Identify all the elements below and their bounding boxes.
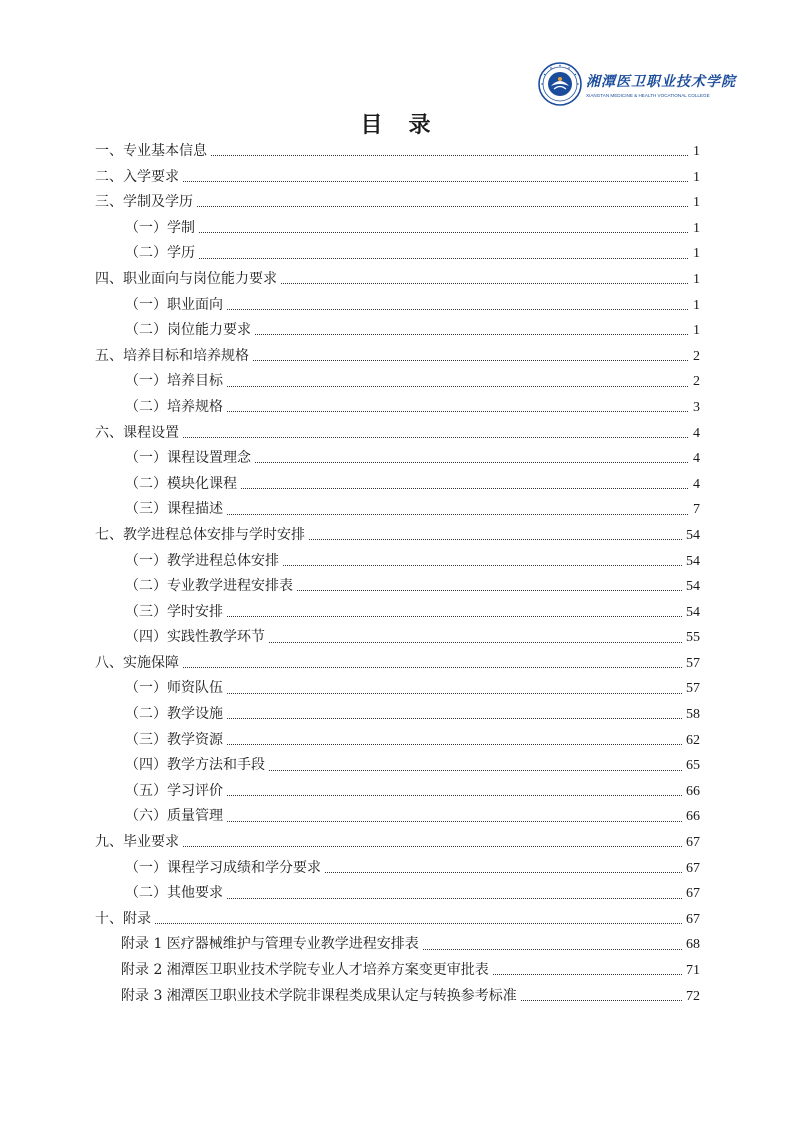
toc-entry[interactable]: [95, 190, 700, 216]
toc-dot-leader: [227, 411, 688, 412]
toc-page-number: 1: [693, 271, 700, 287]
toc-entry-label: 五、培养目标和培养规格: [95, 347, 249, 364]
toc-dot-leader: [255, 334, 688, 335]
toc-page-number: 72: [686, 988, 700, 1004]
toc-dot-leader: [227, 821, 682, 822]
toc-page-number: 67: [686, 860, 700, 876]
toc-dot-leader: [241, 488, 688, 489]
toc-entry-label: 附录 3 湘潭医卫职业技术学院非课程类成果认定与转换参考标准: [121, 987, 517, 1004]
toc-dot-leader: [297, 590, 682, 591]
toc-dot-leader: [521, 1000, 682, 1001]
toc-page-number: 62: [686, 732, 700, 748]
toc-dot-leader: [227, 616, 682, 617]
toc-entry[interactable]: [95, 523, 700, 549]
toc-page-number: 57: [686, 681, 700, 697]
toc-dot-leader: [197, 206, 688, 207]
toc-entry[interactable]: [95, 600, 700, 626]
toc-entry[interactable]: [95, 497, 700, 523]
toc-entry-label: （五）学习评价: [125, 782, 223, 799]
toc-entry-label: 一、专业基本信息: [95, 143, 207, 159]
toc-entry[interactable]: [95, 676, 700, 702]
toc-entry[interactable]: [95, 318, 700, 344]
toc-dot-leader: [227, 744, 682, 745]
toc-entry-label: （一）职业面向: [125, 296, 223, 313]
toc-entry-label: （二）学历: [125, 245, 195, 262]
toc-page-number: 1: [693, 297, 700, 313]
toc-dot-leader: [183, 846, 682, 847]
college-logo: [538, 60, 736, 108]
toc-dot-leader: [155, 923, 682, 924]
toc-entry-label: （一）学制: [125, 219, 195, 236]
toc-page-number: 4: [693, 425, 700, 441]
toc-entry-label: （四）教学方法和手段: [125, 757, 265, 774]
toc-entry-label: （一）师资队伍: [125, 680, 223, 697]
toc-page-number: 54: [686, 553, 700, 569]
toc-page-number: 66: [686, 783, 700, 799]
toc-entry-label: （三）课程描述: [125, 501, 223, 518]
toc-entry-label: （一）课程学习成绩和学分要求: [125, 859, 321, 876]
toc-entry[interactable]: [95, 472, 700, 498]
toc-page-number: 57: [686, 655, 700, 671]
toc-entry-label: 附录 2 湘潭医卫职业技术学院专业人才培养方案变更审批表: [121, 962, 489, 978]
toc-entry[interactable]: [95, 165, 700, 191]
toc-entry[interactable]: [95, 267, 700, 293]
toc-page-number: 2: [693, 348, 700, 364]
toc-entry[interactable]: [95, 625, 700, 651]
toc-dot-leader: [269, 642, 682, 643]
toc-entry[interactable]: [95, 702, 700, 728]
toc-dot-leader: [253, 360, 688, 361]
toc-page-number: 54: [686, 527, 700, 543]
toc-entry[interactable]: [95, 216, 700, 242]
toc-dot-leader: [227, 898, 682, 899]
toc-page-number: 54: [686, 604, 700, 620]
toc-page-number: 67: [686, 835, 700, 851]
toc-entry-label: 三、学制及学历: [95, 194, 193, 211]
toc-entry-label: （二）岗位能力要求: [125, 322, 251, 339]
toc-dot-leader: [183, 181, 688, 182]
toc-dot-leader: [255, 462, 688, 463]
toc-entry-label: 附录 1 医疗器械维护与管理专业教学进程安排表: [121, 936, 419, 953]
toc-entry-label: （二）模块化课程: [125, 475, 237, 492]
toc-entry[interactable]: [95, 984, 700, 1010]
toc-entry-label: （一）教学进程总体安排: [125, 552, 279, 569]
toc-dot-leader: [423, 949, 682, 950]
toc-entry-label: （二）专业教学进程安排表: [125, 578, 293, 595]
toc-page-number: 1: [693, 169, 700, 185]
toc-entry-label: （一）培养目标: [125, 373, 223, 390]
toc-dot-leader: [227, 795, 682, 796]
toc-page-number: 65: [686, 758, 700, 774]
table-of-contents: [95, 139, 700, 1009]
toc-entry-label: （三）学时安排: [125, 603, 223, 620]
toc-page-number: 1: [693, 246, 700, 262]
toc-page-number: 68: [686, 937, 700, 953]
toc-entry-label: 十、附录: [95, 910, 151, 927]
college-name-en: XIANGTAN MEDICINE & HEALTH VOCATIONAL COLLEGE: [586, 92, 710, 98]
toc-page-number: 67: [686, 886, 700, 902]
toc-entry[interactable]: [95, 549, 700, 575]
toc-page-number: 67: [686, 911, 700, 927]
toc-entry-label: （二）培养规格: [125, 398, 223, 415]
toc-dot-leader: [199, 232, 688, 233]
toc-dot-leader: [227, 309, 688, 310]
toc-page-number: 4: [693, 476, 700, 492]
toc-dot-leader: [493, 974, 682, 975]
toc-page-number: 55: [686, 630, 700, 646]
toc-dot-leader: [283, 565, 682, 566]
toc-page-number: 1: [693, 195, 700, 211]
toc-entry[interactable]: [95, 139, 700, 165]
toc-entry[interactable]: [95, 369, 700, 395]
toc-entry-label: （二）教学设施: [125, 706, 223, 723]
toc-page-number: 4: [693, 451, 700, 467]
toc-entry-label: 四、职业面向与岗位能力要求: [95, 270, 277, 287]
toc-dot-leader: [325, 872, 682, 873]
toc-dot-leader: [281, 283, 688, 284]
toc-entry[interactable]: [95, 446, 700, 472]
toc-entry-label: （三）教学资源: [125, 731, 223, 748]
toc-dot-leader: [227, 718, 682, 719]
toc-entry[interactable]: [95, 651, 700, 677]
toc-entry[interactable]: [95, 395, 700, 421]
toc-page-number: 1: [693, 220, 700, 236]
page-title: 目 录: [360, 113, 433, 138]
toc-page-number: 7: [693, 502, 700, 518]
toc-entry[interactable]: [95, 728, 700, 754]
toc-dot-leader: [227, 514, 688, 515]
toc-entry[interactable]: [95, 574, 700, 600]
toc-entry[interactable]: [95, 241, 700, 267]
toc-page-number: 1: [693, 323, 700, 339]
toc-entry[interactable]: [95, 907, 700, 933]
toc-dot-leader: [183, 437, 688, 438]
toc-entry-label: （四）实践性教学环节: [125, 629, 265, 646]
toc-entry-label: （六）质量管理: [125, 808, 223, 825]
toc-entry[interactable]: [95, 421, 700, 447]
toc-entry[interactable]: [95, 293, 700, 319]
toc-entry-label: 七、教学进程总体安排与学时安排: [95, 526, 305, 543]
college-emblem-icon: [538, 62, 582, 106]
toc-entry-label: （二）其他要求: [125, 885, 223, 902]
toc-entry[interactable]: [95, 830, 700, 856]
toc-entry[interactable]: [95, 753, 700, 779]
toc-dot-leader: [269, 770, 682, 771]
toc-dot-leader: [309, 539, 682, 540]
toc-entry-label: 二、入学要求: [95, 168, 179, 185]
toc-page-number: 66: [686, 809, 700, 825]
toc-page-number: 3: [693, 399, 700, 415]
toc-page-number: 1: [693, 144, 700, 159]
toc-entry-label: 六、课程设置: [95, 424, 179, 441]
college-name-cn: 湘潭医卫职业技术学院: [586, 73, 736, 90]
toc-entry-label: （一）课程设置理念: [125, 450, 251, 467]
college-logo-text: [586, 71, 736, 98]
toc-page-number: 71: [686, 963, 700, 978]
toc-dot-leader: [211, 155, 688, 156]
toc-page-number: 54: [686, 579, 700, 595]
toc-entry[interactable]: [95, 804, 700, 830]
toc-entry[interactable]: [95, 779, 700, 805]
toc-dot-leader: [183, 667, 682, 668]
toc-dot-leader: [227, 693, 682, 694]
toc-dot-leader: [227, 386, 688, 387]
toc-entry-label: 八、实施保障: [95, 654, 179, 671]
toc-entry[interactable]: [95, 344, 700, 370]
toc-dot-leader: [199, 258, 688, 259]
toc-entry[interactable]: [95, 932, 700, 958]
toc-entry[interactable]: [95, 881, 700, 907]
toc-entry-label: 九、毕业要求: [95, 834, 179, 851]
toc-page-number: 2: [693, 374, 700, 390]
toc-entry[interactable]: [95, 856, 700, 882]
toc-entry[interactable]: [95, 958, 700, 984]
toc-page-number: 58: [686, 707, 700, 723]
